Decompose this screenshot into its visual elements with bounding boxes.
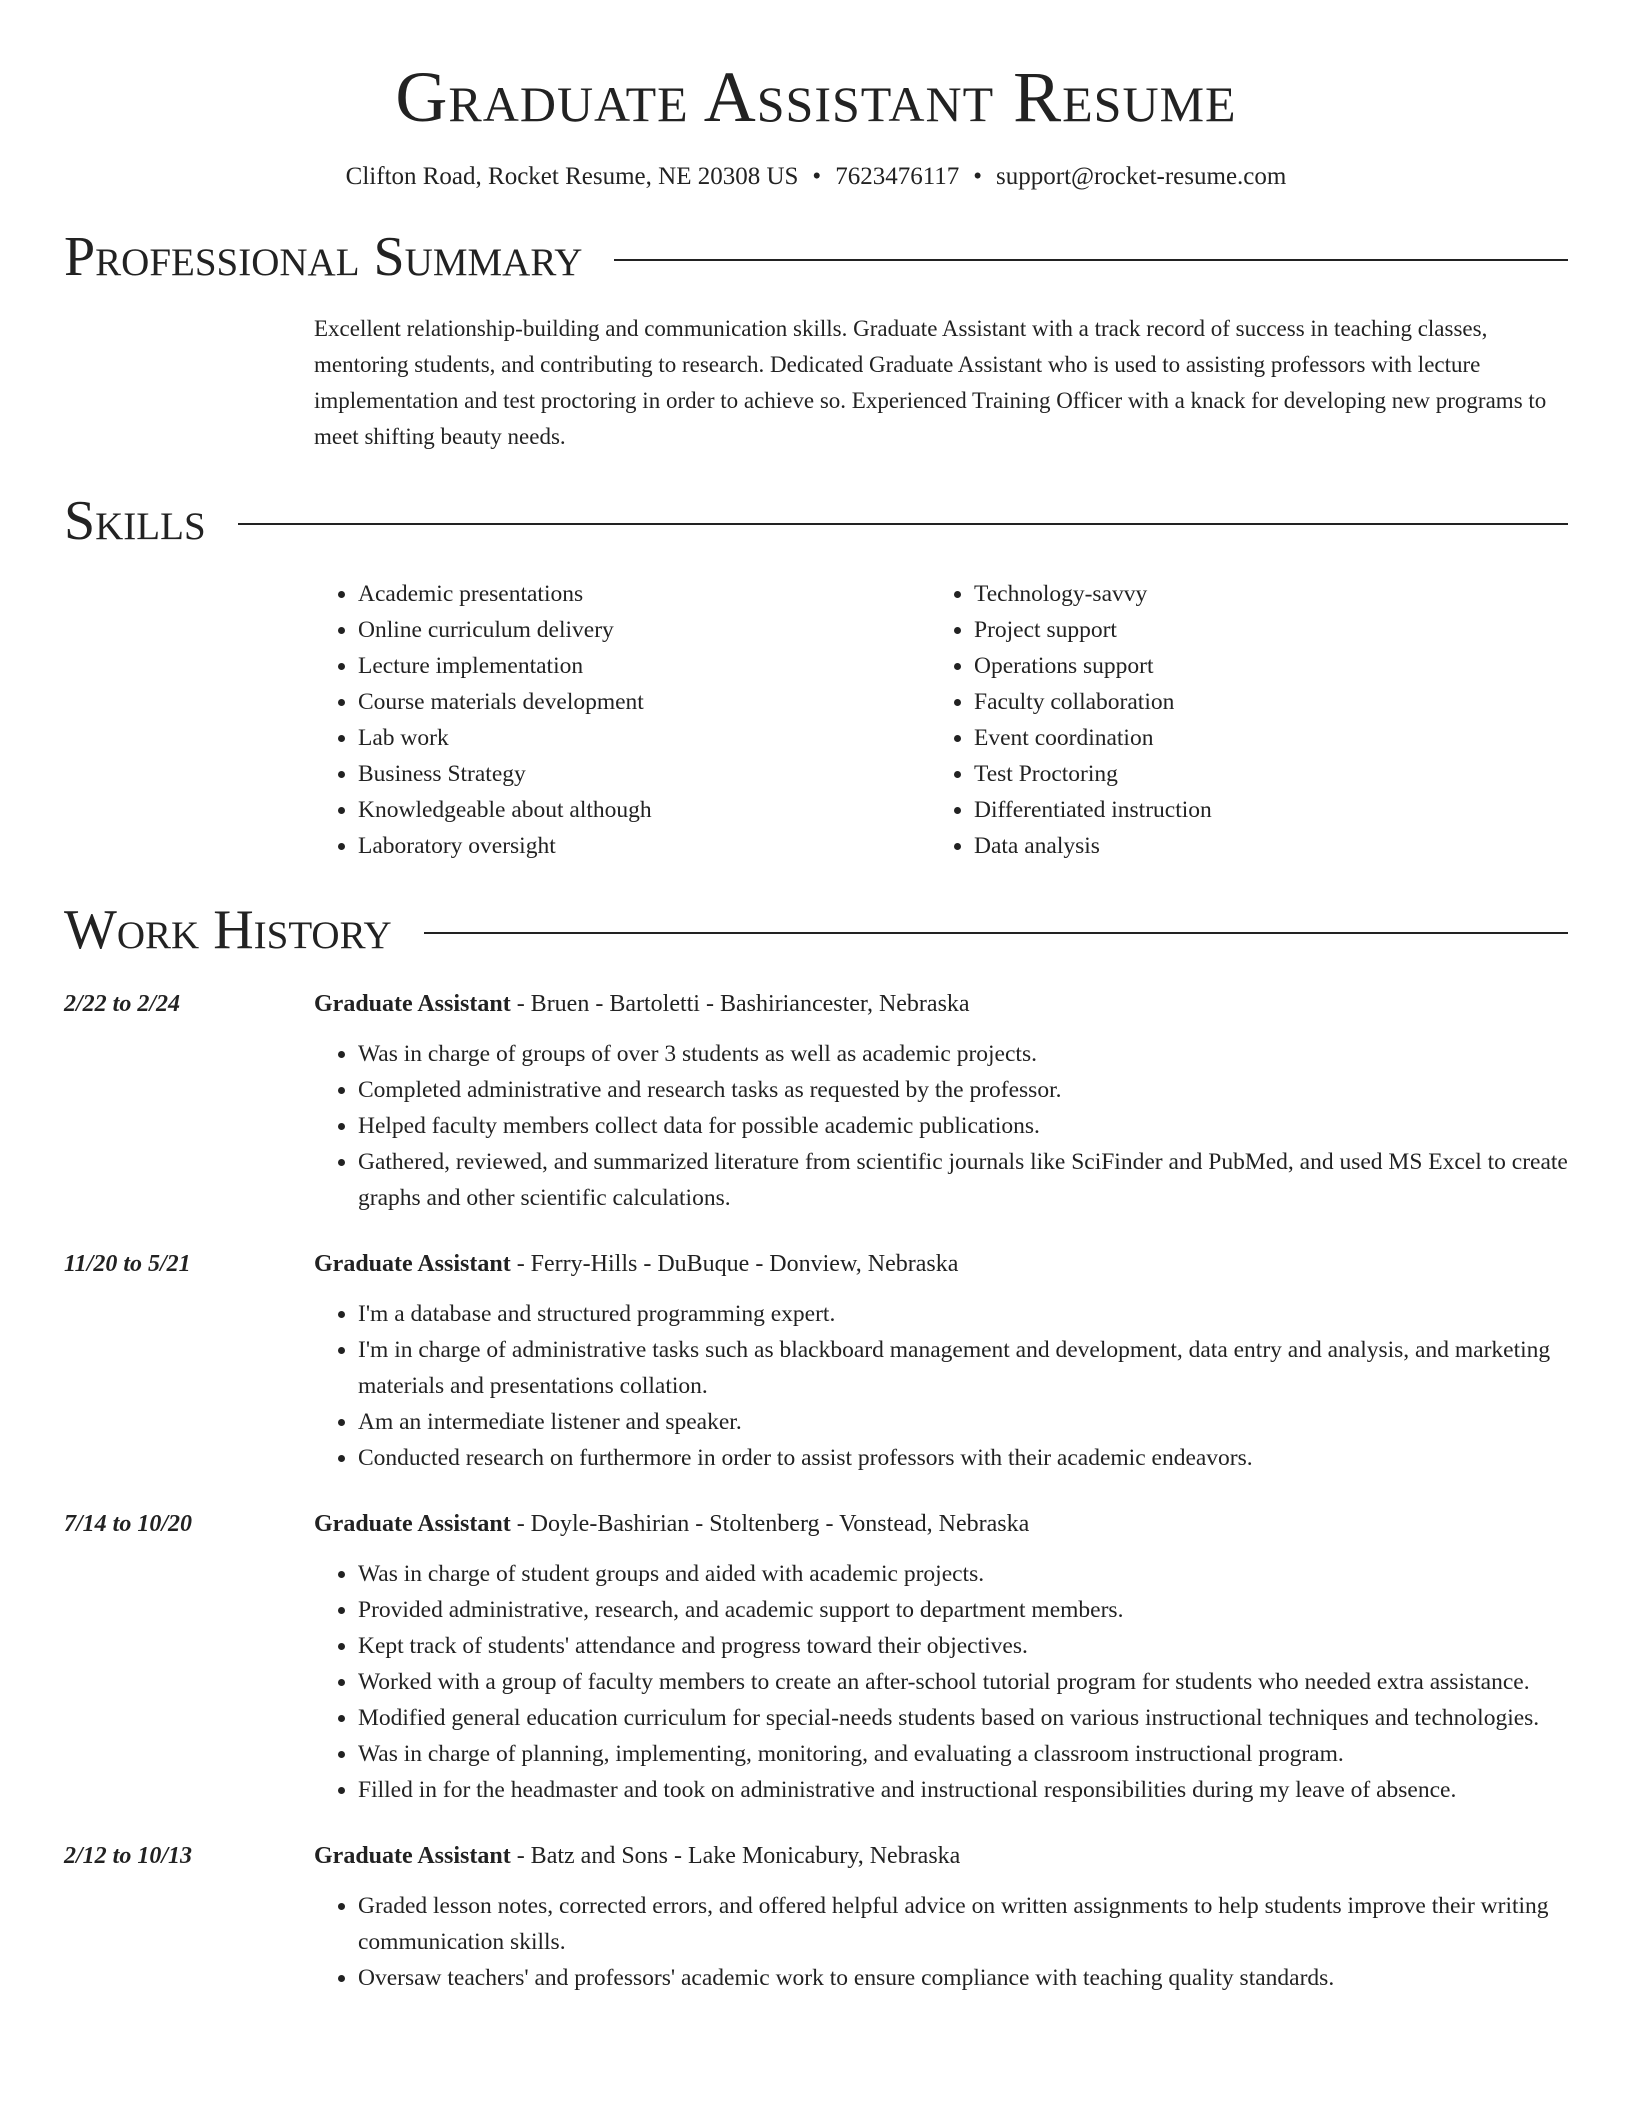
job-title: Graduate Assistant — [314, 1510, 511, 1537]
job-entry — [64, 986, 1568, 1216]
job-bullet: • I'm a database and structured programming expert. — [358, 1296, 1568, 1332]
skill-item: • Lab work — [358, 720, 930, 756]
job-dates: 11/20 to 5/21 — [64, 1250, 191, 1277]
job-bullet: • Gathered, reviewed, and summarized literature from scientific journals like SciFinder and PubMed, and used MS Excel to create graphs and other scientific calculations. — [358, 1144, 1568, 1216]
job-bullet: • Modified general education curriculum for special-needs students based on various instructional techniques and technologies. — [358, 1700, 1568, 1736]
job-bullet-list — [314, 1556, 1568, 1808]
work-heading: Work History — [64, 899, 392, 962]
job-bullet: • Was in charge of student groups and aided with academic projects. — [358, 1556, 1568, 1592]
job-bullet: • I'm in charge of administrative tasks such as blackboard management and development, data entry and analysis, and marketing materials and presentations collation. — [358, 1332, 1568, 1404]
job-employer-location: - Doyle-Bashirian - Stoltenberg - Vonstead, Nebraska — [510, 1510, 1030, 1537]
skill-item: • Technology-savvy — [974, 576, 1546, 612]
job-bullet: • Conducted research on furthermore in order to assist professors with their academic endeavors. — [358, 1440, 1568, 1476]
job-title: Graduate Assistant — [314, 1842, 511, 1869]
job-entry — [64, 1246, 1568, 1476]
job-bullet: • Kept track of students' attendance and progress toward their objectives. — [358, 1628, 1568, 1664]
contact-separator: • — [973, 163, 983, 191]
skill-item: • Test Proctoring — [974, 756, 1546, 792]
work-history-list — [64, 986, 1568, 1996]
skill-item: • Course materials development — [358, 684, 930, 720]
skill-item: • Lecture implementation — [358, 648, 930, 684]
job-heading — [314, 986, 1568, 1022]
skill-item: • Knowledgeable about although — [358, 792, 930, 828]
job-heading — [314, 1246, 1568, 1282]
job-bullet: • Completed administrative and research tasks as requested by the professor. — [358, 1072, 1568, 1108]
job-employer-location: - Bruen - Bartoletti - Bashiriancester, Nebraska — [510, 990, 970, 1017]
skill-item: • Business Strategy — [358, 756, 930, 792]
skills-section-header — [64, 491, 1568, 553]
skill-item: • Project support — [974, 612, 1546, 648]
job-title: Graduate Assistant — [314, 1250, 511, 1277]
job-employer-location: - Ferry-Hills - DuBuque - Donview, Nebraska — [510, 1250, 959, 1277]
job-bullet: • Was in charge of planning, implementing, monitoring, and evaluating a classroom instructional program. — [358, 1736, 1568, 1772]
contact-address: Clifton Road, Rocket Resume, NE 20308 US — [345, 163, 799, 191]
skills-heading: Skills — [64, 489, 206, 552]
job-bullet-list — [314, 1296, 1568, 1476]
job-employer-location: - Batz and Sons - Lake Monicabury, Nebraska — [510, 1842, 961, 1869]
skill-item: • Academic presentations — [358, 576, 930, 612]
section-divider — [424, 932, 1568, 934]
skill-item: • Data analysis — [974, 828, 1546, 864]
job-entry — [64, 1506, 1568, 1808]
summary-heading: Professional Summary — [64, 226, 583, 289]
job-bullet: • Worked with a group of faculty members to create an after-school tutorial program for students who needed extra assistance. — [358, 1664, 1568, 1700]
job-dates: 2/22 to 2/24 — [64, 990, 181, 1017]
job-body — [314, 986, 1568, 1216]
job-bullet: • Provided administrative, research, and academic support to department members. — [358, 1592, 1568, 1628]
job-bullet: • Oversaw teachers' and professors' academic work to ensure compliance with teaching quality standards. — [358, 1960, 1568, 1996]
job-body — [314, 1838, 1568, 1996]
job-title: Graduate Assistant — [314, 990, 511, 1017]
skill-item: • Faculty collaboration — [974, 684, 1546, 720]
job-bullet: • Am an intermediate listener and speaker. — [358, 1404, 1568, 1440]
contact-email: support@rocket-resume.com — [996, 163, 1287, 191]
skill-item: • Operations support — [974, 648, 1546, 684]
job-dates: 2/12 to 10/13 — [64, 1842, 193, 1869]
job-bullet: • Helped faculty members collect data for possible academic publications. — [358, 1108, 1568, 1144]
section-divider — [238, 523, 1568, 525]
skills-column-left — [314, 576, 930, 864]
skills-list — [314, 576, 1568, 864]
contact-line — [64, 163, 1568, 191]
job-body — [314, 1506, 1568, 1808]
job-bullet: • Was in charge of groups of over 3 students as well as academic projects. — [358, 1036, 1568, 1072]
job-bullet-list — [314, 1888, 1568, 1996]
skills-column-right — [930, 576, 1546, 864]
skill-item: • Online curriculum delivery — [358, 612, 930, 648]
skill-item: • Event coordination — [974, 720, 1546, 756]
summary-section-header — [64, 227, 1568, 289]
summary-text: Excellent relationship-building and communication skills. Graduate Assistant with a track record of success in teaching classes, mentoring students, and contributing to research. Dedicated Graduate Assistant who is used to assisting professors with lecture implementation and test proctoring in order to achieve so. Experienced Training Officer with a knack for developing new programs to meet shifting beauty needs. — [314, 315, 1547, 449]
skill-item: • Laboratory oversight — [358, 828, 930, 864]
contact-separator: • — [812, 163, 822, 191]
skill-item: • Differentiated instruction — [974, 792, 1546, 828]
job-bullet: • Graded lesson notes, corrected errors, and offered helpful advice on written assignments to help students improve their writing communication skills. — [358, 1888, 1568, 1960]
job-heading — [314, 1506, 1568, 1542]
job-dates: 7/14 to 10/20 — [64, 1510, 193, 1537]
job-entry — [64, 1838, 1568, 1996]
contact-phone: 7623476117 — [835, 163, 960, 191]
job-body — [314, 1246, 1568, 1476]
work-section-header — [64, 900, 1568, 962]
page-title: Graduate Assistant Resume — [395, 57, 1237, 137]
job-heading — [314, 1838, 1568, 1874]
job-bullet-list — [314, 1036, 1568, 1216]
job-bullet: • Filled in for the headmaster and took on administrative and instructional responsibilities during my leave of absence. — [358, 1772, 1568, 1808]
section-divider — [614, 259, 1568, 261]
